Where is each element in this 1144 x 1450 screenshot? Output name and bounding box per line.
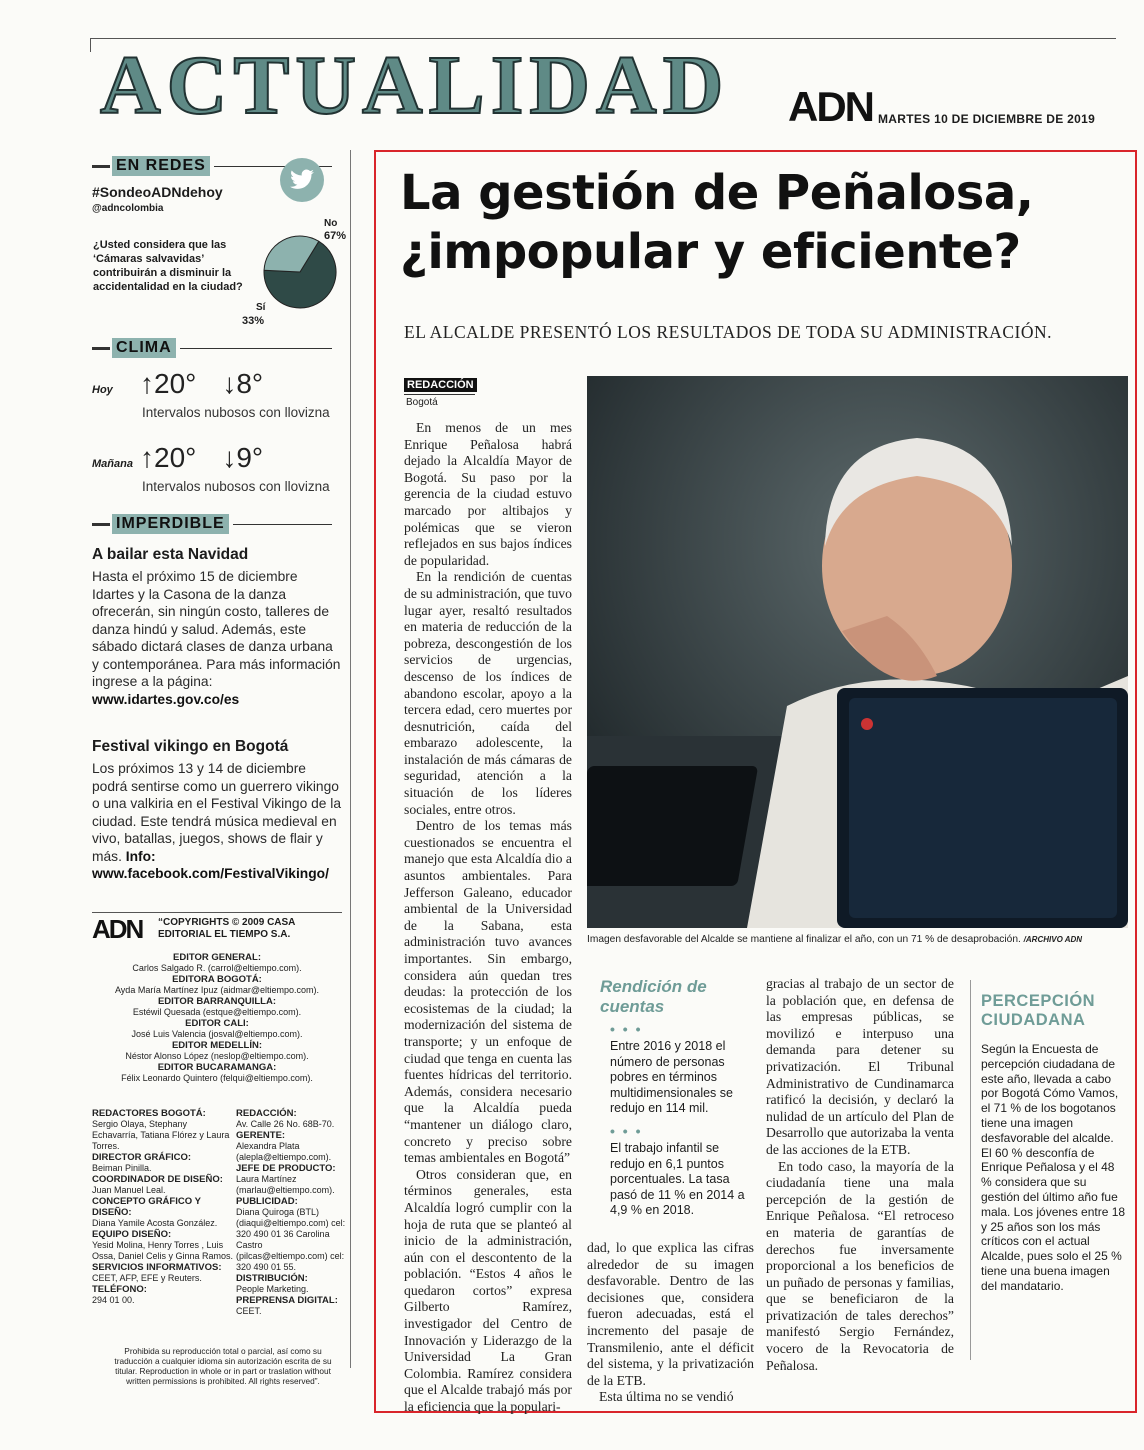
event-vikingo [92,738,342,883]
byline-location: Bogotá [406,397,438,408]
adn-logo-small: ADN [92,914,143,944]
box-dots: • • • [610,1021,643,1037]
clima-label: CLIMA [92,338,332,358]
poll-handle: @adncolombia [92,203,164,214]
poll-si-label: Sí [256,302,266,313]
poll-hashtag: #SondeoADNdehoy [92,184,223,200]
poll-si-pct: 33% [242,315,265,327]
credit-name: José Luis Valencia (josval@eltiempo.com). [131,1029,303,1039]
weather-desc-tomorrow: Intervalos nubosos con llovizna [142,479,330,494]
issue-date: MARTES 10 DE DICIEMBRE DE 2019 [878,112,1096,126]
credit-role: EDITOR MEDELLÍN: [171,1040,263,1051]
twitter-icon [280,158,324,202]
credit-name: Juan Manuel Leal. [92,1185,166,1195]
credit-role: GERENTE: [236,1130,286,1141]
article-column-1: En menos de un mes Enrique Peñalosa habrá dejado la Alcaldía Mayor de Bogotá. Su paso por la gerencia de la ciudad estuvo marcado por altibajos y polémicas que se vieron reflejados en sus bajos índices de popularidad. En la rendición de cuentas de su administración, que tuvo lugar ayer, resaltó resultados en materia de reducción de la pobreza, descongestión de los servicios de urgencias, descenso de los índices de abandono escolar, apoyo a la tercera edad, cero muertes por desnutrición, caída del embarazo adolescente, la instalación de más cámaras de seguridad, atención a la situación de los líderes sociales, entre otros. Dentro de los temas más cuestionados se encuentra el manejo que esta Alcaldía dio a asuntos ambientales. Para Jefferson Galeano, educador ambiental de la Universidad de la Sabana, esta administración tuvo avances importantes. Sin embargo, considera aún quedan tres deudas: la protección de los ecosistemas de la ciudad; la modernización del sistema de transporte; y un enfoque de ciudad que tenga en cuenta las fuentes hídricas del territorio. Además, considera necesario que la Alcaldía pueda “mantener un diálogo claro, concreto y preciso sobre temas ambientales en Bogotá” Otros consideran que, en términos generales, esta Alcaldía logró cumplir con la hoja de ruta que se planteó al inicio de la administración, aún con el descontento de la población. “Estos 4 años le quedaron cortos” expresa Gilberto Ramírez, investigador del Centro de Innovación y Liderazgo de la Universidad La Gran Colombia. Ramírez considera que el Alcalde trabajó más por la eficiencia que la populari- [404,420,572,1415]
credit-name: Alexandra Plata (alepla@eltiempo.com). [236,1141,332,1162]
credit-role: CONCEPTO GRÁFICO Y DISEÑO: [92,1196,201,1218]
percepcion-body: Según la Encuesta de percepción ciudadana de este año, llevada a cabo por Bogotá Cómo Vamos, el 71 % de los bogotanos tiene una imagen desfavorable del alcalde. El 60 % desconfía de Enrique Peñalosa y el 48 % considera que su gestión del último año fue mala. Los jóvenes entre 18 y 25 años son los más críticos con el actual Alcalde, pues solo el 25 % tiene una buena imagen del mandatario. [981,1042,1126,1293]
credit-name: 294 01 00. [92,1295,135,1305]
event-body: Los próximos 13 y 14 de diciembre podrá sentirse como un guerrero vikingo o una valkiria en el Festival Vikingo de la ciudad. Este tendrá música medieval en vivo, batallas, juegos, shows de flair y más. Info: www.facebook.com/FestivalVikingo/ [92,761,341,881]
credit-role: EDITOR BARRANQUILLA: [157,996,277,1007]
section-title: ACTUALIDAD [100,39,730,132]
credit-name: Félix Leonardo Quintero (felqui@eltiempo.com). [121,1073,313,1083]
credit-role: EDITOR CALI: [185,1018,249,1029]
temp-max: ↑20° [140,442,197,473]
credit-role: PREPRENSA DIGITAL: [236,1295,338,1306]
credit-name: Ayda María Martínez Ipuz (aidmar@eltiempo.com). [114,985,320,995]
credit-role: PUBLICIDAD: [236,1196,298,1207]
article-photo [587,376,1128,928]
credit-name: Sergio Olaya, Stephany Echavarría, Tatiana Flórez y Laura Torres. [92,1119,230,1151]
weather-day: Mañana [92,458,133,470]
credit-role: JEFE DE PRODUCTO: [236,1163,336,1174]
en-redes-label: EN REDES [92,156,332,176]
article-headline: La gestión de Peñalosa, ¿impopular y eficiente? [400,165,1034,280]
credit-name: Beiman Pinilla. [92,1163,152,1173]
article-deck: EL ALCALDE PRESENTÓ LOS RESULTADOS DE TODA SU ADMINISTRACIÓN. [404,322,1052,342]
credit-role: SERVICIOS INFORMATIVOS: [92,1262,222,1273]
sidebar-divider [350,150,351,1368]
weather-tomorrow [92,442,289,474]
poll-question: ¿Usted considera que las ‘Cámaras salvavidas’ contribuirán a disminuir la accidentalidad en la ciudad? [93,239,243,293]
credit-name: CEET, AFP, EFE y Reuters. [92,1273,202,1283]
box-title: Rendición de cuentas [600,977,707,1016]
article-column-2: dad, lo que explica las cifras alrededor de su imagen desfavorable. Dentro de las decisiones que, considera fueron adecuadas, está el incremento del pasaje de Transmilenio, ante el déficit del sistema, y la privatización de la ETB. Esta última no se vendió [587,1240,754,1405]
top-tick [90,38,91,52]
weather-desc-today: Intervalos nubosos con llovizna [142,405,330,420]
credit-role: EDITOR BUCARAMANGA: [157,1062,277,1073]
credit-name: Diana Quiroga (BTL) (diaqui@eltiempo.com) cel: 320 490 01 36 Carolina Castro (pilcas@eltiempo.com) cel: 320 490 01 55. [236,1207,346,1272]
credit-role: DISTRIBUCIÓN: [236,1273,308,1284]
photo-caption: Imagen desfavorable del Alcalde se mantiene al finalizar el año, con un 71 % de desaprobación. /ARCHIVO ADN [587,934,1083,945]
event-link[interactable]: www.facebook.com/FestivalVikingo/ [92,866,329,881]
byline: REDACCIÓN [404,378,477,392]
legal-notice: Prohibida su reproducción total o parcial, así como su traducción a cualquier idioma sin autorización escrita de su titular. Reproduction in whole or in part or traslation without written permissions is prohibited. All rights reserved”. [114,1346,332,1386]
editors-list [92,952,342,1084]
weather-today [92,368,289,400]
credit-name: People Marketing. [236,1284,309,1294]
credit-role: REDACTORES BOGOTÁ: [92,1108,206,1119]
article-column-3: gracias al trabajo de un sector de la población que, en defensa de las empresas públicas, se movilizó e interpuso una demanda para detener su privatización. El Tribunal Administrativo de Cundinamarca ratificó la decisión, y declaró la nulidad de un artículo del Plan de Desarrollo que autorizaba la venta de las acciones de la ETB. En todo caso, la mayoría de la ciudadanía tiene una mala percepción de la gestión de Enrique Peñalosa. “El retroceso en materia de garantías de derechos fue inversamente proporcional a los beneficios de un puñado de personas y familias, que se beneficiaron de la privatización de tales derechos” manifestó Sergio Fernández, vocero de la Revocatoria de Peñalosa. [766,976,954,1373]
byline-rule [404,394,475,395]
credit-name: Carlos Salgado R. (carrol@eltiempo.com). [132,963,302,973]
credit-name: Yesid Molina, Henry Torres , Luis Ossa, Daniel Celis y Ginna Ramos. [92,1240,234,1261]
credit-role: EDITORA BOGOTÁ: [172,974,262,985]
percepcion-box [970,980,1127,1360]
credit-name: Av. Calle 26 No. 68B-70. [236,1119,335,1129]
temp-min: ↓9° [222,442,264,473]
percepcion-title: PERCEPCIÓN CIUDADANA [981,992,1096,1029]
copyright-rule [92,912,342,913]
box-dots: • • • [610,1122,643,1139]
box-item: Entre 2016 y 2018 el número de personas pobres en términos multidimensionales se redujo en 114 mil. [610,1039,733,1116]
poll-no-label: No [324,218,338,229]
copyright: “COPYRIGHTS © 2009 CASA EDITORIAL EL TIEMPO S.A. [158,917,296,940]
staff-left [92,1108,234,1306]
credit-name: Diana Yamile Acosta González. [92,1218,218,1228]
credit-role: DIRECTOR GRÁFICO: [92,1152,192,1163]
box-item: El trabajo infantil se redujo en 6,1 puntos porcentuales. La tasa pasó de 11 % en 2014 a 4,9 % en 2018. [610,1140,745,1218]
credit-name: Estéwil Quesada (estque@eltiempo.com). [132,1007,302,1017]
credit-role: COORDINADOR DE DISEÑO: [92,1174,223,1185]
imperdible-label: IMPERDIBLE [92,514,332,534]
temp-min: ↓8° [222,368,264,399]
temp-max: ↑20° [140,368,197,399]
adn-logo: ADN [788,83,873,130]
staff-right [236,1108,348,1317]
credit-role: EQUIPO DISEÑO: [92,1229,172,1240]
credit-name: CEET. [236,1306,262,1316]
credit-name: Néstor Alonso López (neslop@eltiempo.com). [125,1051,309,1061]
weather-day: Hoy [92,384,113,396]
credit-role: EDITOR GENERAL: [173,952,261,963]
event-title: Festival vikingo en Bogotá [92,738,289,755]
event-navidad [92,546,342,708]
credit-name: Laura Martínez (marlau@eltiempo.com). [236,1174,335,1195]
event-link[interactable]: www.idartes.gov.co/es [92,691,240,707]
credit-role: REDACCIÓN: [236,1108,297,1119]
event-body: Hasta el próximo 15 de diciembre Idartes y la Casona de la danza ofrecerán, sin ningún costo, talleres de danza hindú y salud. Además, este sábado dictará clases de danza urbana y contemporánea. Para más información ingrese a la página: www.idartes.gov.co/es [92,569,341,707]
event-title: A bailar esta Navidad [92,546,249,563]
credit-role: TELÉFONO: [92,1284,147,1295]
poll-no-pct: 67% [324,230,347,242]
